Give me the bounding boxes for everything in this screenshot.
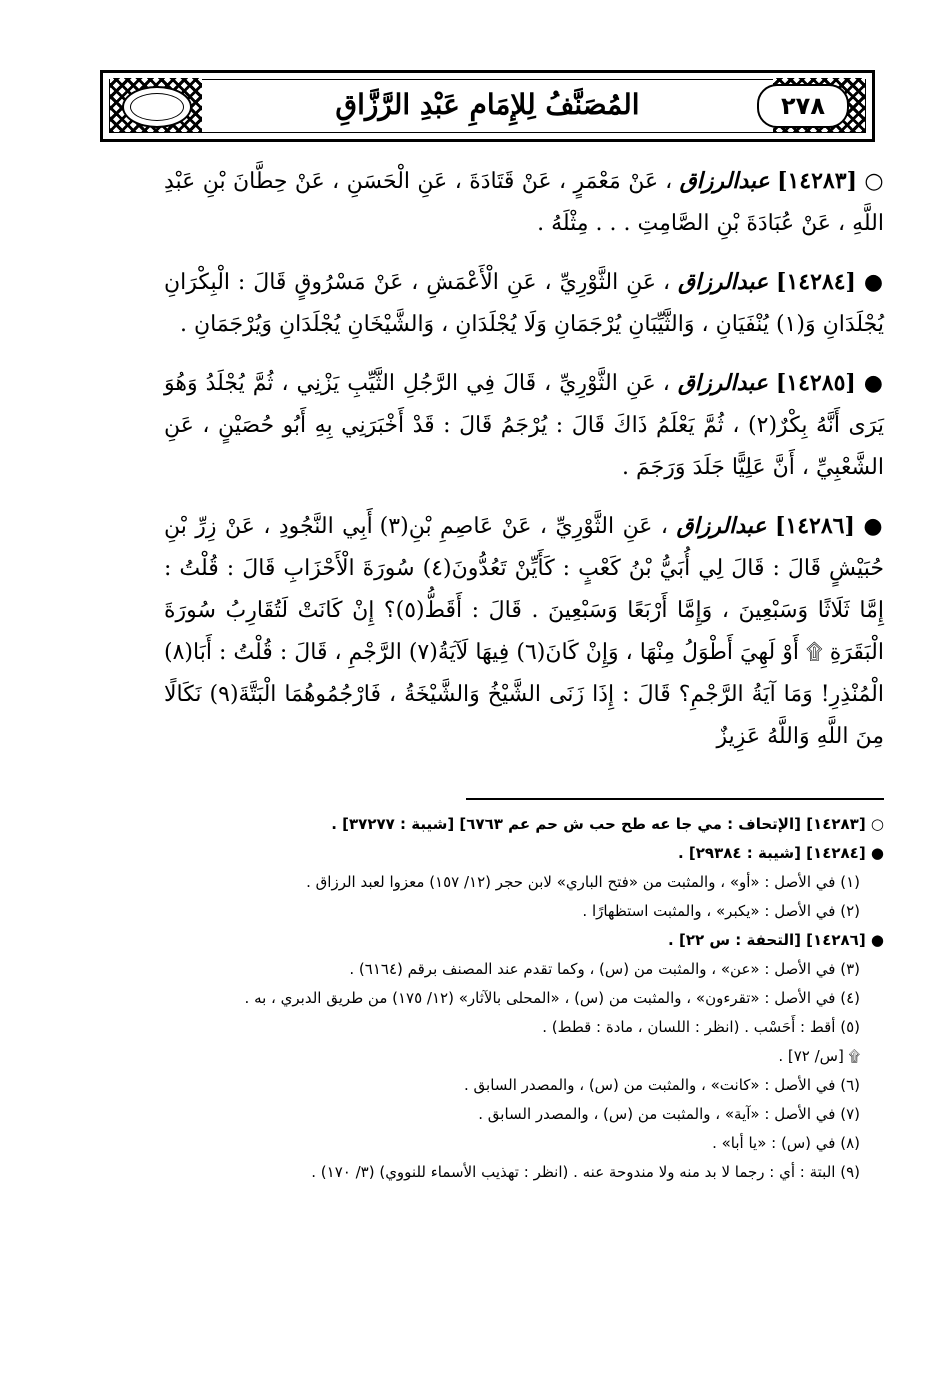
author-name: عبدالرزاق xyxy=(677,370,768,396)
footnote-9: (٩) البتة : أي : رجما لا بد منه ولا مندوحة عنه . (انظر : تهذيب الأسماء للنووي) (٣/ ١٧٠) . xyxy=(311,1163,860,1181)
footnote-3: (٣) في الأصل : «عن» ، والمثبت من (س) ، وكما تقدم عند المصنف برقم (٦١٦٤) . xyxy=(349,960,860,978)
source-note-14283: ○ [١٤٢٨٣] [الإتحاف : مي جا عه طح حب ش حم عم ٦٧٦٣] [شيبة : ٣٧٢٧٧] . xyxy=(331,815,884,833)
footnote-5: (٥) أقط : أَحَسْب . (انظر : اللسان ، مادة : قطط) . xyxy=(542,1018,860,1036)
hadith-number: [١٤٢٨٣] xyxy=(777,168,857,194)
hadith-number: [١٤٢٨٥] xyxy=(775,370,856,396)
footnote-2: (٢) في الأصل : «يكبر» ، والمثبت استظهارًا . xyxy=(582,902,860,920)
author-name: عبدالرزاق xyxy=(676,513,767,539)
hadith-number: [١٤٢٨٦] xyxy=(774,513,855,539)
source-note-14286: ● [١٤٢٨٦] [التحفة : س ٢٢] . xyxy=(668,931,884,949)
source-note-14284: ● [١٤٢٨٤] [شيبة : ٢٩٣٨٤] . xyxy=(678,844,884,862)
hadith-text: ، عَنِ الثَّوْرِيِّ ، عَنْ عَاصِمِ بْنِ(٣) أَبِي النَّجُودِ ، عَنْ زِرِّ بْنِ حُبَيْشٍ قَالَ : قَالَ لِي أُبَيُّ بْنُ كَعْبٍ : كَأَيِّنْ تَعُدُّونَ(٤) سُورَةَ الْأَحْزَابِ قَالَ : قُلْتُ : إِمَّا ثَلَاثًا وَسَبْعِينَ ، وَإِمَّا أَرْبَعًا وَسَبْعِينَ . قَالَ : أَقَطُّ(٥)؟ إِنْ كَانَتْ لَتُقَارِبُ سُورَةَ الْبَقَرَةِ ۩ أَوْ لَهِيَ أَطْوَلُ مِنْهَا ، وَإِنْ كَانَ(٦) فِيهَا لَآيَةُ(٧) الرَّجْمِ ، قَالَ : قُلْتُ : أَبَا(٨) الْمُنْذِرِ! وَمَا آيَةُ الرَّجْمِ؟ قَالَ : إِذَا زَنَى الشَّيْخُ وَالشَّيْخَةُ ، فَارْجُمُوهُمَا الْبَتَّةَ(٩) نَكَالًا مِنَ اللَّهِ وَاللَّهُ عَزِيزٌ xyxy=(164,514,884,749)
footnote-4: (٤) في الأصل : «تقرءون» ، والمثبت من (س) ، «المحلى بالآثار» (١٢/ ١٧٥) من طريق الدبري ، به . xyxy=(244,989,860,1007)
hadith-text: ، عَنْ مَعْمَرٍ ، عَنْ قَتَادَةَ ، عَنِ الْحَسَنِ ، عَنْ حِطَّانَ بْنِ عَبْدِ اللَّهِ ، عَنْ عُبَادَةَ بْنِ الصَّامِتِ . . . مِثْلَهُ . xyxy=(164,169,884,236)
footnote-6: (٦) في الأصل : «كانت» ، والمثبت من (س) ، والمصدر السابق . xyxy=(463,1076,860,1094)
narration-marker: ● xyxy=(863,270,885,295)
page-number: ٢٧٨ xyxy=(757,84,849,128)
book-seal-icon xyxy=(122,86,192,128)
hadith-text: ، عَنِ الثَّوْرِيِّ ، قَالَ فِي الرَّجُلِ الثَّيِّبِ يَزْنِي ، ثُمَّ يُجْلَدُ وَهُوَ يَرَى أَنَّهُ بِكْرٌ(٢) ، ثُمَّ يَعْلَمُ ذَاكَ قَالَ : يُرْجَمُ قَالَ : قَدْ أَخْبَرَنِي بِهِ أَبُو حُصَيْنٍ ، عَنِ الشَّعْبِيِّ ، أَنَّ عَلِيًّا جَلَدَ وَرَجَمَ . xyxy=(164,371,884,480)
footnote-7: (٧) في الأصل : «آية» ، والمثبت من (س) ، والمصدر السابق . xyxy=(478,1105,860,1123)
page-header xyxy=(100,70,875,142)
footnote-divider xyxy=(466,798,884,800)
author-name: عبدالرزاق xyxy=(678,269,769,295)
hadith-number: [١٤٢٨٤] xyxy=(776,269,856,295)
hadith-14284 xyxy=(164,261,884,346)
running-title: المُصَنَّفُ لِلإِمَامِ عَبْدِ الرَّزَّاقِ xyxy=(335,88,640,121)
hadith-14286 xyxy=(164,505,884,758)
footnote-1: (١) في الأصل : «أو» ، والمثبت من «فتح الباري» لابن حجر (١٢/ ١٥٧) معزوا لعبد الرزاق . xyxy=(306,873,860,891)
footnote-8: (٨) في (س) : «يا أبا» . xyxy=(712,1134,860,1152)
narration-marker: ● xyxy=(863,371,884,396)
narration-marker: ● xyxy=(863,514,885,539)
hadith-14283 xyxy=(164,160,884,245)
author-name: عبدالرزاق xyxy=(679,168,770,194)
page-ref-note: ۩ [س/ ٧٢] . xyxy=(778,1047,860,1065)
footnotes xyxy=(140,810,884,1187)
main-text xyxy=(164,160,884,774)
hadith-text: ، عَنِ الثَّوْرِيِّ ، عَنِ الْأَعْمَشِ ، عَنْ مَسْرُوقٍ قَالَ : الْبِكْرَانِ يُجْلَدَانِ وَ(١) يُنْفَيَانِ ، وَالثَّيِّبَانِ يُرْجَمَانِ وَلَا يُجْلَدَانِ ، وَالشَّيْخَانِ يُجْلَدَانِ وَيُرْجَمَانِ . xyxy=(164,270,884,337)
narration-marker: ○ xyxy=(864,169,885,194)
hadith-14285 xyxy=(164,362,884,489)
